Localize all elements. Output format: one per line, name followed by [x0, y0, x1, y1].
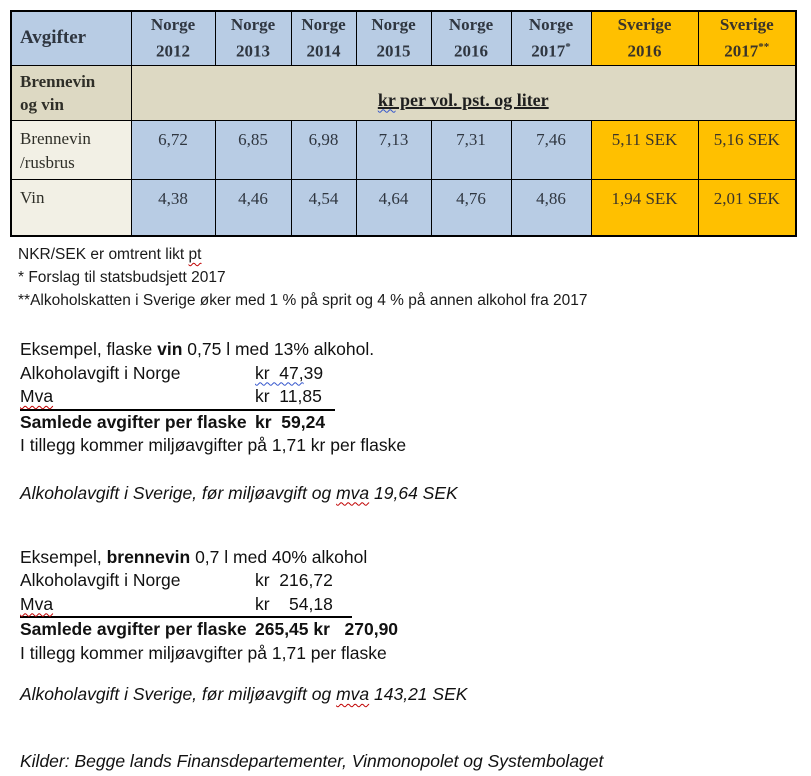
vin-mva-row: Mva kr 11,85 — [20, 385, 335, 411]
column-header-norge-2015: Norge 2015 — [356, 11, 431, 65]
table-cell: 6,98 — [291, 120, 356, 179]
example-brennevin-block — [20, 546, 811, 666]
spellcheck-squiggle: kr — [377, 89, 396, 110]
column-header-norge-2013: Norge 2013 — [215, 11, 291, 65]
footnotes — [18, 243, 811, 312]
table-cell: 5,11 SEK — [591, 120, 698, 179]
spellcheck-squiggle: pt — [188, 246, 202, 263]
sources-line: Kilder: Begge lands Finansdepartementer, Vinmonopolet og Systembolaget — [20, 751, 604, 771]
spellcheck-squiggle: Mva — [20, 386, 54, 406]
unit-row — [11, 65, 796, 120]
table-row-brennevin — [11, 120, 796, 179]
table-cell: 4,38 — [131, 179, 215, 236]
column-header-norge-2012: Norge 2012 — [131, 11, 215, 65]
brennevin-environment-note: I tillegg kommer miljøavgifter på 1,71 per flaske — [20, 642, 387, 663]
column-header-norge-2017: Norge 2017* — [511, 11, 591, 65]
brennevin-sweden-line: Alkoholavgift i Sverige, før miljøavgift og mva 143,21 SEK — [20, 684, 468, 704]
table-header-row — [11, 11, 796, 65]
table-cell: 4,64 — [356, 179, 431, 236]
column-header-sverige-2016: Sverige 2016 — [591, 11, 698, 65]
avgifter-table — [10, 10, 797, 237]
table-row-vin — [11, 179, 796, 236]
vin-environment-note: I tillegg kommer miljøavgifter på 1,71 kr per flaske — [20, 435, 407, 455]
table-cell: 7,31 — [431, 120, 511, 179]
brennevin-mva-row: Mva kr 54,18 — [20, 593, 352, 619]
table-cell: 2,01 SEK — [698, 179, 796, 236]
column-header-norge-2016: Norge 2016 — [431, 11, 511, 65]
table-cell: 7,46 — [511, 120, 591, 179]
example-vin-title: Eksempel, flaske vin 0,75 l med 13% alkohol. — [20, 339, 375, 359]
column-header-sverige-2017: Sverige 2017** — [698, 11, 796, 65]
vin-alkoholavgift-row: Alkoholavgift i Norge kr 47,39 — [20, 362, 324, 383]
table-cell: 6,72 — [131, 120, 215, 179]
spellcheck-squiggle: mva — [336, 684, 370, 704]
table-cell: 4,76 — [431, 179, 511, 236]
footnote-sweden-tax: **Alkoholskatten i Sverige øker med 1 % på sprit og 4 % på annen alkohol fra 2017 — [18, 292, 588, 309]
table-cell: 4,54 — [291, 179, 356, 236]
example-vin-block — [20, 338, 811, 458]
table-cell: 1,94 SEK — [591, 179, 698, 236]
brennevin-total-row: Samlede avgifter per flaske 265,45 kr 270,90 — [20, 619, 399, 639]
table-cell: 4,46 — [215, 179, 291, 236]
corner-header: Avgifter — [11, 11, 131, 65]
unit-cell: kr per vol. pst. og liter — [131, 65, 796, 120]
vin-sweden-line: Alkoholavgift i Sverige, før miljøavgift og mva 19,64 SEK — [20, 482, 458, 503]
spellcheck-squiggle: mva — [336, 482, 370, 503]
table-cell: 5,16 SEK — [698, 120, 796, 179]
vin-total-row: Samlede avgifter per flaske kr 59,24 — [20, 411, 326, 432]
column-header-norge-2014: Norge 2014 — [291, 11, 356, 65]
spellcheck-squiggle: Mva — [20, 593, 54, 614]
table-cell: 7,13 — [356, 120, 431, 179]
row-label-vin: Vin — [11, 179, 131, 236]
brennevin-title: Eksempel, brennevin 0,7 l med 40% alkohol — [20, 546, 368, 567]
footnote-exchange-rate: NKR/SEK er omtrent likt pt — [18, 246, 202, 263]
table-cell: 4,86 — [511, 179, 591, 236]
grammar-squiggle: kr 47, — [255, 362, 304, 383]
group-label-brennevin-og-vin: Brennevin og vin — [11, 65, 131, 120]
footnote-budget: * Forslag til statsbudsjett 2017 — [18, 269, 226, 286]
brennevin-alkoholavgift-row: Alkoholavgift i Norge kr 216,72 — [20, 570, 333, 590]
table-cell: 6,85 — [215, 120, 291, 179]
row-label-brennevin-rusbrus: Brennevin /rusbrus — [11, 120, 131, 179]
